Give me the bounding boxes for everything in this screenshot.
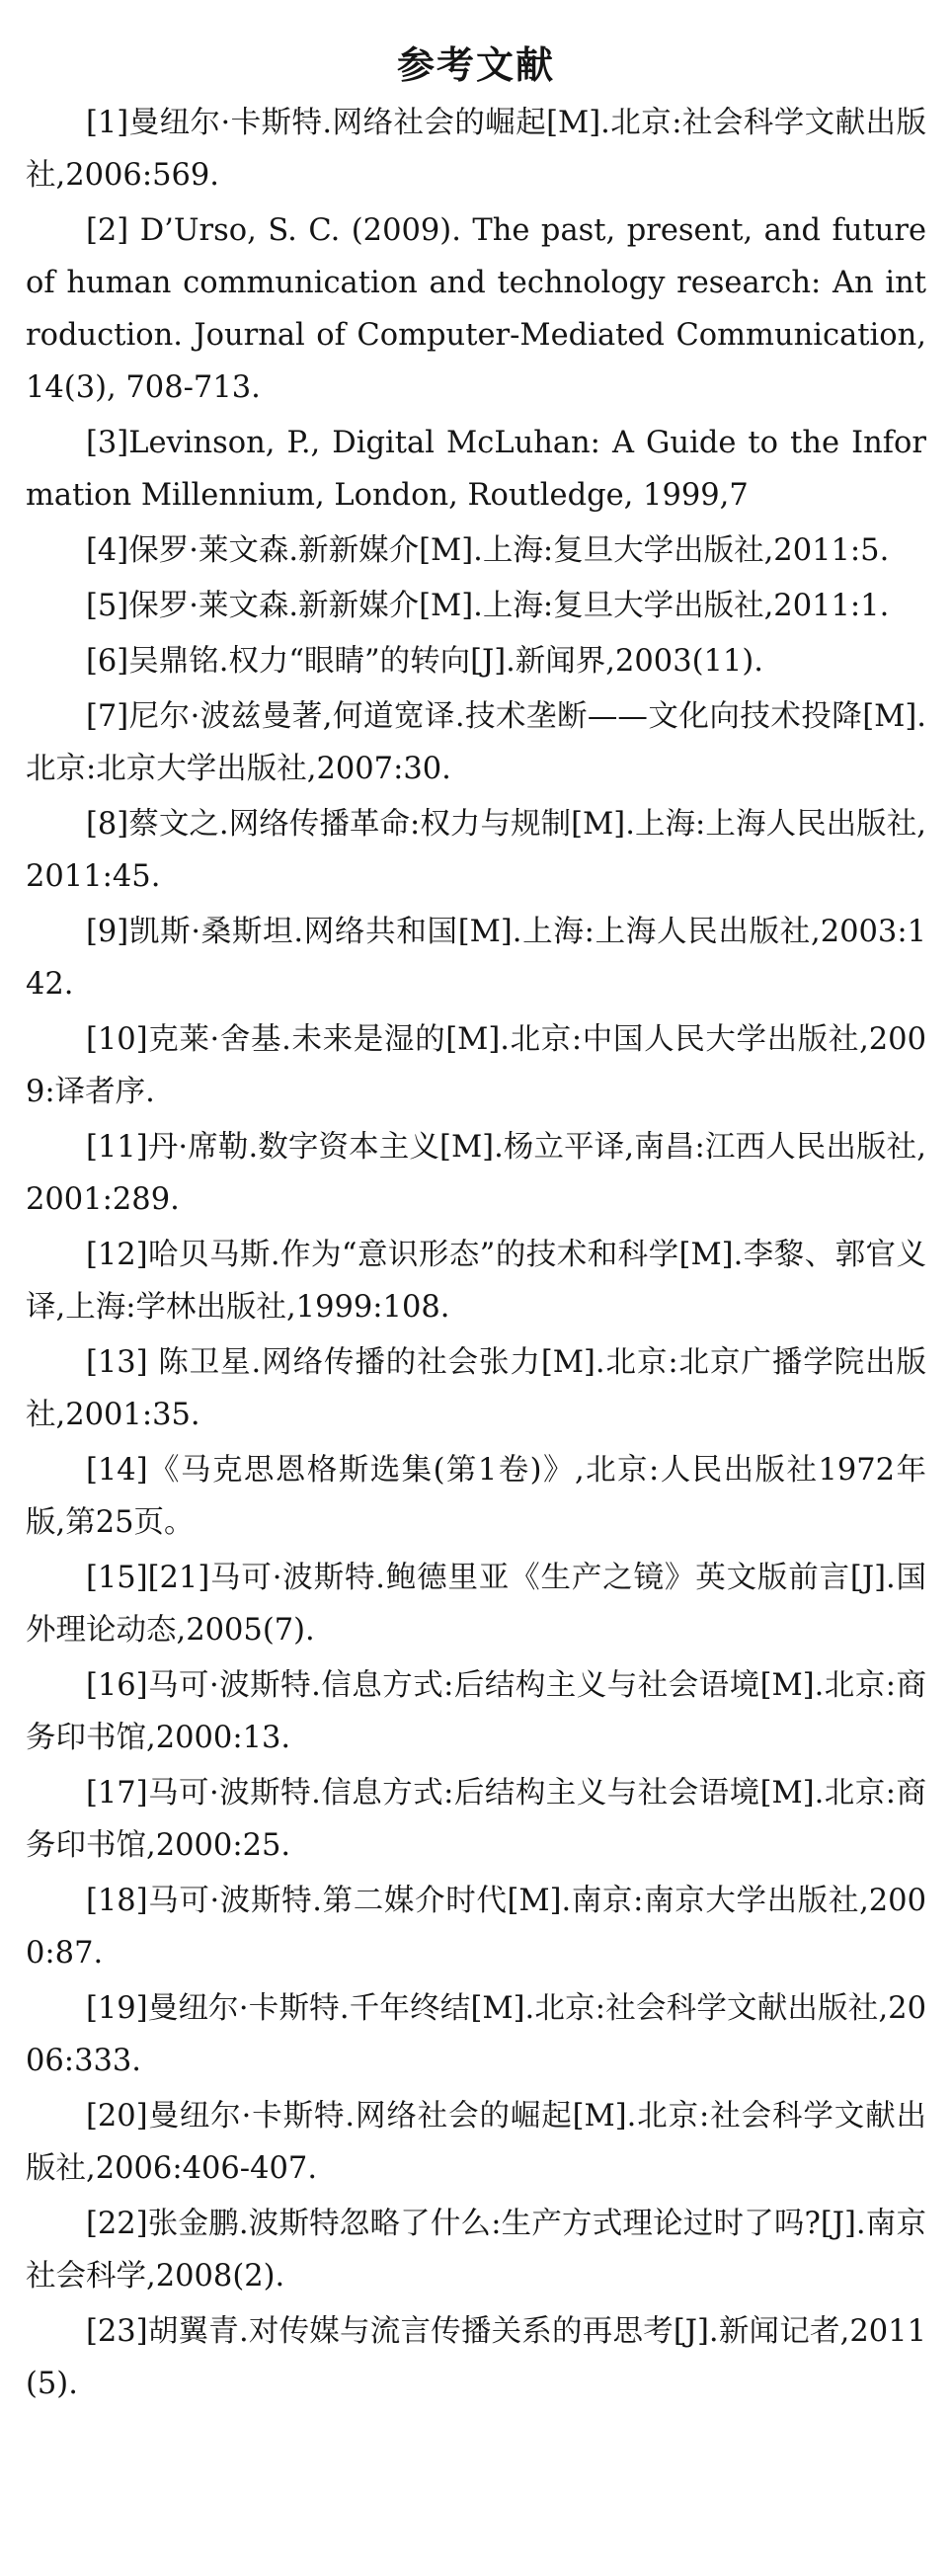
reference-item: [11]丹·席勒.数字资本主义[M].杨立平译,南昌:江西人民出版社,2001:289. — [26, 1130, 926, 1217]
reference-item: [20]曼纽尔·卡斯特.网络社会的崛起[M].北京:社会科学文献出版社,2006:406-407. — [26, 2099, 926, 2186]
reference-item: [17]马可·波斯特.信息方式:后结构主义与社会语境[M].北京:商务印书馆,2000:25. — [26, 1776, 926, 1863]
reference-item: [12]哈贝马斯.作为“意识形态”的技术和科学[M].李黎、郭官义译,上海:学林出版社,1999:108. — [26, 1238, 926, 1325]
reference-item: [7]尼尔·波兹曼著,何道宽译.技术垄断——文化向技术投降[M].北京:北京大学出版社,2007:30. — [26, 699, 926, 786]
reference-item: [6]吴鼎铭.权力“眼睛”的转向[J].新闻界,2003(11). — [86, 644, 763, 679]
reference-item: [4]保罗·莱文森.新新媒介[M].上海:复旦大学出版社,2011:5. — [86, 533, 890, 568]
reference-item: [8]蔡文之.网络传播革命:权力与规制[M].上海:上海人民出版社,2011:45. — [26, 807, 926, 894]
page-title: 参考文献 — [396, 43, 555, 87]
reference-item: [23]胡翼青.对传媒与流言传播关系的再思考[J].新闻记者,2011(5). — [26, 2314, 926, 2401]
reference-item: [22]张金鹏.波斯特忽略了什么:生产方式理论过时了吗?[J].南京社会科学,2008(2). — [26, 2207, 926, 2294]
reference-item: [5]保罗·莱文森.新新媒介[M].上海:复旦大学出版社,2011:1. — [86, 589, 890, 623]
reference-item: [13] 陈卫星.网络传播的社会张力[M].北京:北京广播学院出版社,2001:35. — [26, 1345, 926, 1432]
reference-item: [1]曼纽尔·卡斯特.网络社会的崛起[M].北京:社会科学文献出版社,2006:569. — [26, 106, 926, 193]
reference-item: [15][21]马可·波斯特.鲍德里亚《生产之镜》英文版前言[J].国外理论动态,2005(7). — [26, 1561, 926, 1648]
reference-item: [18]马可·波斯特.第二媒介时代[M].南京:南京大学出版社,2000:87. — [26, 1884, 926, 1971]
reference-list — [26, 97, 926, 2410]
reference-item: [14]《马克思恩格斯选集(第1卷)》,北京:人民出版社1972年版,第25页。 — [26, 1453, 926, 1540]
reference-item: [3]Levinson, P., Digital McLuhan: A Guide to the Information Millennium, London, Routledge, 1999,7 — [26, 426, 926, 513]
reference-item: [2] D’Urso, S. C. (2009). The past, present, and future of human communication and technology research: An introduction. Journal of Computer-Mediated Communication, 14(3), 708-713. — [26, 213, 926, 405]
reference-item: [9]凯斯·桑斯坦.网络共和国[M].上海:上海人民出版社,2003:142. — [26, 915, 926, 1002]
reference-item: [19]曼纽尔·卡斯特.千年终结[M].北京:社会科学文献出版社,2006:333. — [26, 1991, 926, 2078]
reference-item: [16]马可·波斯特.信息方式:后结构主义与社会语境[M].北京:商务印书馆,2000:13. — [26, 1668, 926, 1755]
reference-item: [10]克莱·舍基.未来是湿的[M].北京:中国人民大学出版社,2009:译者序. — [26, 1022, 926, 1109]
